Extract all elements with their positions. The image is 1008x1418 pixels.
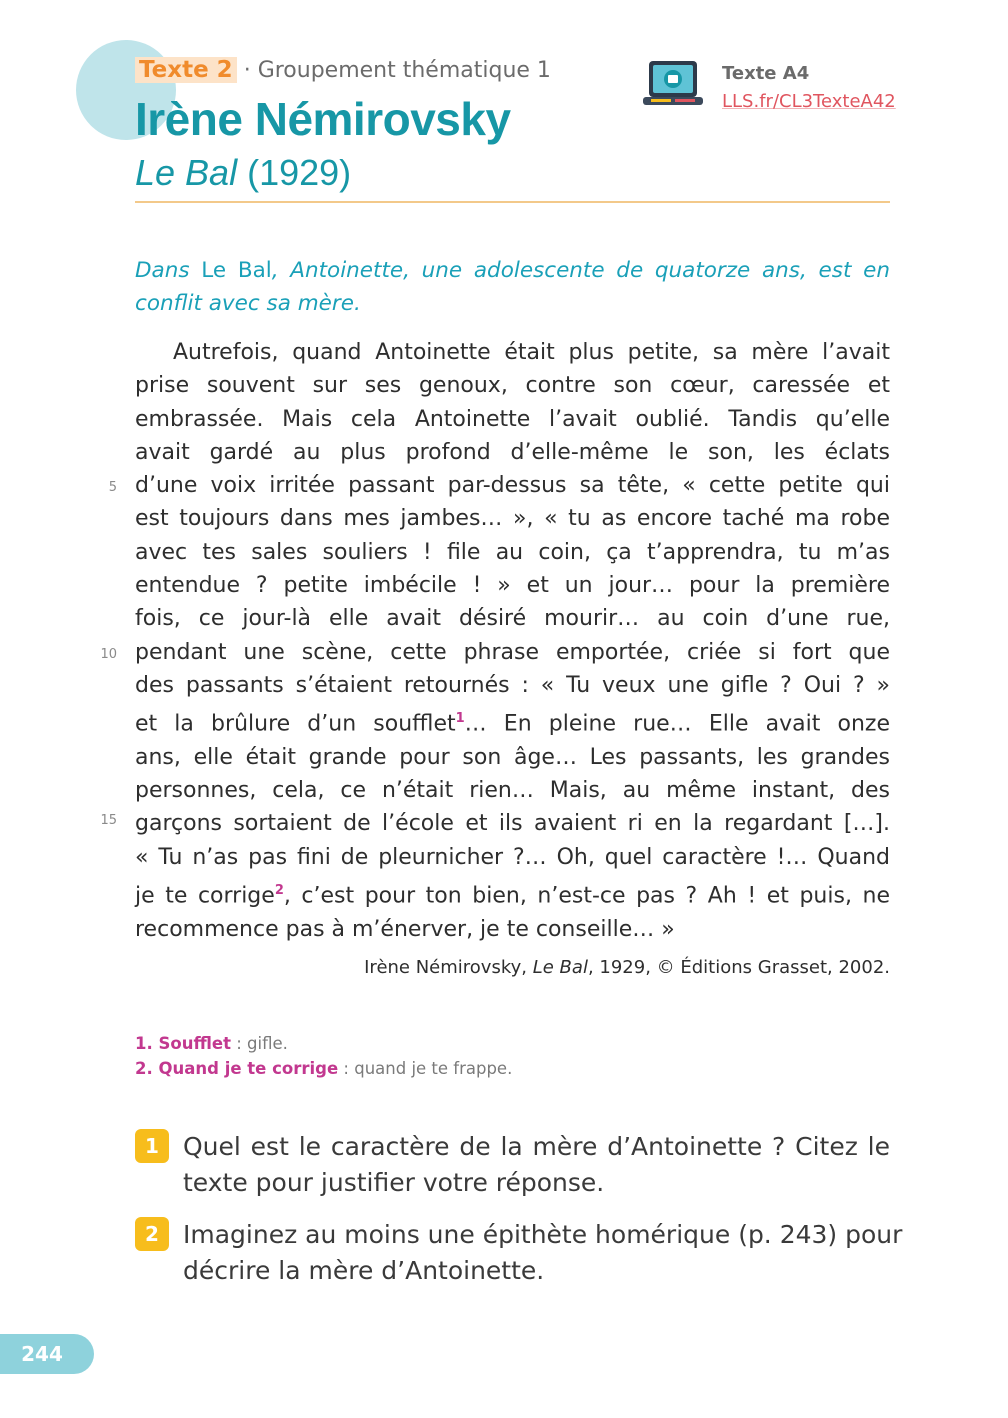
texte-label: Texte 2 [135,57,237,83]
footnotes [135,1031,512,1081]
group-label: Groupement thématique 1 [257,58,551,83]
text-line: est toujours dans mes jambes… », « tu as encore taché ma robe [135,506,890,532]
text-line: avec tes sales souliers ! file au coin, ça t’apprendra, tu m’as [135,539,890,565]
reference-label: Texte A4 [722,63,810,84]
question-line: décrire la mère d’Antoinette. [183,1256,545,1285]
text-line: d’une voix irritée passant par-dessus sa tête, « cette petite qui [135,473,890,499]
line-number: 5 [108,480,117,495]
reference-link[interactable]: LLS.fr/CL3TexteA42 [722,91,896,112]
footnote [135,1056,512,1081]
question-number-badge: 1 [135,1129,169,1163]
intro-work-title: Le Bal [201,258,272,283]
text-line: embrassée. Mais cela Antoinette l’avait oublié. Tandis qu’elle [135,406,890,432]
excerpt-text [135,336,890,946]
text-line [135,702,890,741]
question-line: Imaginez au moins une épithète homérique (p. 243) pour [183,1220,903,1249]
text-line: ans, elle était grande pour son âge… Les passants, les grandes [135,744,890,770]
citation-title: Le Bal [532,957,588,978]
footnote [135,1031,512,1056]
work-year: (1929) [247,152,352,193]
citation [364,957,890,978]
line-number: 15 [100,813,117,828]
text-line: des passants s’étaient retournés : « Tu veux une gifle ? Oui ? » [135,672,890,698]
intro-part3: , Antoinette, une adolescente de quatorze ans, est [271,258,852,283]
citation-rest: , 1929, © Éditions Grasset, 2002. [587,957,890,978]
separator: · [243,58,251,83]
text-line: prise souvent sur ses genoux, contre son cœur, caressée et [135,373,890,399]
text-line: pendant une scène, cette phrase emportée, criée si fort que [135,639,890,665]
work-title-text: Le Bal [135,152,238,193]
page-number: 244 [0,1334,94,1374]
work-title [135,152,351,194]
intro-part4: en conflit avec sa mère. [135,258,890,316]
text-line: recommence pas à m’énerver, je te conseille… » [135,916,675,942]
header-divider [135,201,890,203]
footnote-def: : quand je te frappe. [338,1059,513,1078]
question-line: Quel est le caractère de la mère d’Antoinette ? Citez le [183,1132,890,1161]
text-line: fois, ce jour-là elle avait désiré mourir… au coin d’une rue, [135,606,890,632]
question-text [183,1217,903,1289]
citation-author: Irène Némirovsky, [364,957,527,978]
intro-text [135,254,890,320]
text-segment: , c’est pour ton bien, n’est-ce pas ? Ah ! et puis, ne [283,883,890,909]
footnote-term: 1. Soufflet [135,1034,231,1053]
author-name: Irène Némirovsky [135,93,511,145]
question-number-badge: 2 [135,1217,169,1251]
footnote-ref-2: 2 [274,883,284,899]
text-segment: … En pleine rue… Elle avait onze [464,711,890,737]
question-line: texte pour justifier votre réponse. [183,1168,605,1197]
line-number: 10 [100,647,117,662]
text-line: « Tu n’as pas fini de pleurnicher ?… Oh, quel caractère !… Quand [135,844,890,870]
text-header [135,57,551,83]
text-line: entendue ? petite imbécile ! » et un jour… pour la première [135,573,890,599]
footnote-def: : gifle. [230,1034,288,1053]
question-2 [135,1217,903,1289]
text-segment: je te corrige [135,883,275,909]
question-text [183,1129,890,1201]
text-segment: et la brûlure d’un soufflet [135,711,456,737]
text-line: personnes, cela, ce n’était rien… Mais, au même instant, des [135,778,890,804]
text-line [135,874,890,913]
text-line: avait gardé au plus profond d’elle-même le son, les éclats [135,439,890,465]
question-1 [135,1129,890,1201]
text-line: garçons sortaient de l’école et ils avaient ri en la regardant […]. [135,811,890,837]
text-line: Autrefois, quand Antoinette était plus petite, sa mère l’avait [173,340,890,365]
footnote-ref-1: 1 [455,711,465,727]
laptop-icon[interactable] [641,57,706,115]
footnote-term: 2. Quand je te corrige [135,1059,339,1078]
intro-part1: Dans [135,258,190,283]
